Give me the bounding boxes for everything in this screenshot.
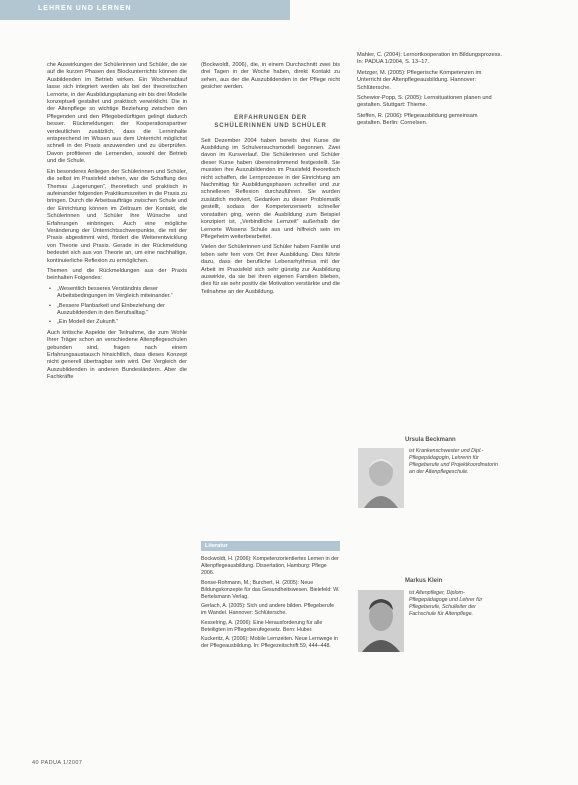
paragraph: Vielen der Schülerinnen und Schüler haben Familie und leben sehr fern vom Ort ihrer Ausbildung. Dies führte dazu, dass der berufliche Lebensrhythmus mit der Arbeit im Praxisfeld sich sehr günstig zur Ausbildung auswirkte, da sie bei ihren eigenen Familien blieben, dies für sie sehr positiv die Motivation verstärkte und die Teilnahme an der Ausbildung. <box>201 244 340 295</box>
bullet-list <box>47 286 187 327</box>
paragraph: che Auswirkungen der Schülerinnen und Schüler, die sie auf die kurzen Phasen des Blockunterrichts können die Ausbildenden im Betrieb wirken. Ein Wochenablauf lasse sich integriert werden als bei der theoretischen Lernorte, in der Ausbildungsplanung ein bis drei Modelle konzeptuell gestaltet und praktisch verwirklicht. Die in der Altenpflege so wichtige Beziehung zwischen den Pflegenden und den Pflegebedürftigen gelingt dadurch besser. Rückmeldungen der Kooperationspartner verdeutlichen zusätzlich, dass die Lerninhalte entsprechend im Wissen aus dem Unterricht möglichst schnell in der Praxis anzuwenden und zu überprüfen. Davon profitieren die Lernenden, sowohl der Betrieb und die Schule. <box>47 62 187 165</box>
paragraph: Themen und die Rückmeldungen aus der Praxis beinhalten Folgendes: <box>47 267 187 282</box>
paragraph: Seit Dezember 2004 haben bereits drei Kurse die Ausbildung im Schulversuchsmodell begonnen. Zwei davon im Kursverlauf. Die Schülerinnen und Schüler dieser Kurse haben übereinstimmend festgestellt. Sie mussten ihre Auszubildenden im Praxisfeld theoretisch nicht schaffen, die Lernprozesse in der Einrichtung am Nachmittag für Ausbildungsphasen schneller und zur schnelleren Reflexion durchzuführen. Sie wurden zusätzlich motiviert, Gedanken zu dieser Problematik gestellt, sodass der Kompetenzerwerb schneller vonstatten ging, wenn die Ausbildung zum Beispiel konzipiert ist, „Verbindliche Lernzeit“ außerhalb der Lernorte Wissens Schule aus und hilfreich sein im Pflegeheim weiterbearbeitet. <box>201 137 340 240</box>
author-name: Markus Klein <box>405 578 443 584</box>
text-column-2 <box>201 62 340 299</box>
portrait-image <box>358 590 404 652</box>
list-item: • „Ein Modell der Zukunft.“ <box>57 319 187 326</box>
text-column-3 <box>357 52 502 131</box>
reference-item: Bockwoldt, H. (2006): Kompetenzorientiertes Lernen in der Altenpflegeausbildung. Dissertation, Hamburg: Pflege 2006. <box>201 556 339 576</box>
reference-item: Kuckeritz, A. (2006): Mobile Lernzeiten. Neue Lernwege in der Pflegeausbildung. In: Pflegezeitschrift 59, 444–448. <box>201 636 338 649</box>
reference-item: Steffen, R. (2006): Pflegeausbildung gemeinsam gestalten. Berlin: Cornelsen. <box>357 112 478 127</box>
author-photo <box>358 590 404 652</box>
subheading <box>201 114 340 130</box>
reference-item: Bonse-Rohmann, M.; Burchert, H. (2005): Neue Bildungskonzepte für das Gesundheitswesen. Bielefeld: W. Bertelsmann Verlag. <box>201 579 340 600</box>
literature-header-bar <box>201 541 340 551</box>
section-header-bar <box>0 0 290 20</box>
page-footer: 40 PADUA 1/2007 <box>32 760 83 766</box>
portrait-image <box>358 448 404 508</box>
text-column-1 <box>47 62 187 385</box>
reference-item: Gerlach, A. (2005): Sich und andere bilden. Pflegeberufe im Wandel. Hannover: Schlütersche. <box>201 603 335 616</box>
list-item: • „Bessere Planbarkeit und Einbeziehung der Auszubildenden in den Berufsalltag.“ <box>57 303 187 318</box>
author-bio: ist Altenpfleger, Diplom-Pflegepädagoge und Lehrer für Pflegeberufe, Schulleiter der Fachschule für Altenpflege. <box>409 590 483 617</box>
subheading-line: ERFAHRUNGEN DER <box>234 114 307 121</box>
reference-item: Mahler, C. (2004): Lernortkooperation im Bildungsprozess. In: PADUA 1/2004, S. 13–17. <box>357 52 502 66</box>
author-photo <box>358 448 404 508</box>
reference-item: Kesselring, A. (2006): Eine Herausforderung für alle Beteiligten im Pflegeberufegesetz. Bern: Huber. <box>201 619 323 633</box>
subheading-line: SCHÜLERINNEN UND SCHÜLER <box>214 122 327 129</box>
author-bio: ist Krankenschwester und Dipl.-Pflegepädagogin, Lehrerin für Pflegeberufe und Projektkoordinatorin an der Altenpflegeschule. <box>409 448 498 475</box>
section-label: LEHREN UND LERNEN <box>38 5 132 12</box>
literature-list <box>201 556 340 653</box>
author-name: Ursula Beckmann <box>405 437 456 443</box>
reference-item: Metzger, M. (2005): Pflegerische Kompetenzen im Unterricht der Altenpflegeausbildung. Hannover: Schlütersche. <box>357 69 482 91</box>
reference-item: Schewior-Popp, S. (2005): Lernsituationen planen und gestalten. Stuttgart: Thieme. <box>357 95 492 109</box>
paragraph: (Bockwoldt, 2006), die, in einem Durchschnitt zwei bis drei Tagen in der Woche haben, direkt Kontakt zu sehen, aus der die Auszubildenden in der Pflege nicht gesicher werden. <box>201 62 340 91</box>
list-item: • „Wesentlich besseres Verständnis dieser Arbeitsbedingungen im Vergleich miteinander.“ <box>57 286 187 301</box>
paragraph: Ein besonderes Anliegen der Schülerinnen und Schüler, die selbst im Praxisfeld stehen, war die Schaffung des Themas „Lagerungen“, theoretisch und praktisch in aufeinander folgenden Praktikumszeiten in die Praxis zu bringen. Durch die Arbeitsaufträge zwischen Schule und der Einrichtung können im Zeitraum der Kontakt, die Schülerinnen und Schüler ihre Wünsche und Erfahrungen einbringen. Auch eine mögliche Veränderung der Unterrichtsschwerpunkte, die mit der Praxis abgestimmt wird, fördert die Weiterentwicklung von Theorie und Praxis. Gerade in der Rückmeldung bedeutet sich aus von Theorie an, um eine nachhaltige, kontinuierliche Reflexion zu ermöglichen. <box>47 168 187 264</box>
paragraph: Auch kritische Aspekte der Teilnahme, die zum Wohle Ihrer Träger schon an verschiedene Altenpflegeschulen gebunden sind, fragen nach einem Erfahrungsaustausch hinsichtlich, dass dieses Konzept nicht generell übertragbar sein wird. Der Vergleich der Auszubildenden in anderen Bundesländern. Aber die Fachkräfte <box>47 329 187 381</box>
literature-title: Literatur <box>205 543 228 549</box>
